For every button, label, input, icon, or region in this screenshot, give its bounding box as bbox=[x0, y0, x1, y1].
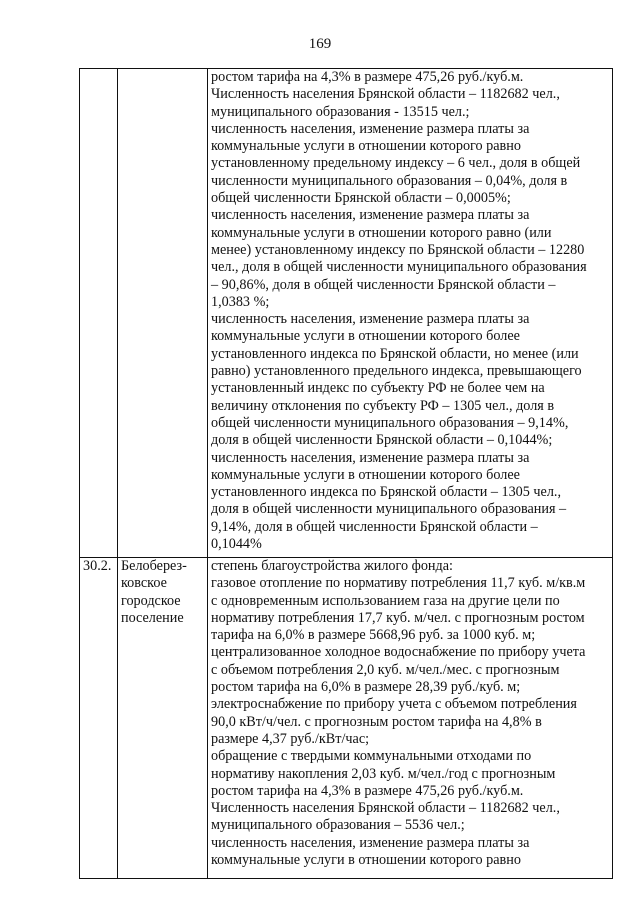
text-line: электроснабжение по прибору учета с объемом потребления bbox=[211, 696, 577, 713]
text-line: численность населения, изменение размера платы за bbox=[211, 120, 530, 137]
text-line: централизованное холодное водоснабжение по прибору учета bbox=[211, 644, 586, 661]
row-number: 30.2. bbox=[83, 558, 112, 574]
text-line: Белоберез- bbox=[121, 558, 187, 574]
text-line: коммунальные услуги в отношении которого равно (или bbox=[211, 224, 552, 241]
text-line: 0,1044% bbox=[211, 536, 262, 553]
text-line: газовое отопление по нормативу потребления 11,7 куб. м/кв.м bbox=[211, 575, 586, 592]
text-line: ростом тарифа на 4,3% в размере 475,26 руб./куб.м. bbox=[211, 782, 524, 799]
description-cell bbox=[208, 69, 613, 558]
text-line: установленного индекса по Брянской области, но менее (или bbox=[211, 345, 579, 362]
text-line: равно) установленного предельного индекса, превышающего bbox=[211, 363, 582, 380]
municipality-name-cell bbox=[118, 558, 208, 879]
text-line: доля в общей численности Брянской области – 0,1044%; bbox=[211, 432, 553, 449]
text-line: муниципального образования - 13515 чел.; bbox=[211, 103, 470, 120]
text-line: менее) установленному индексу по Брянской области – 12280 bbox=[211, 241, 585, 258]
text-line: ростом тарифа на 6,0% в размере 28,39 руб./куб. м; bbox=[211, 679, 521, 696]
row-number-cell bbox=[80, 69, 118, 558]
text-line: ковское bbox=[121, 575, 167, 592]
text-line: численность населения, изменение размера платы за bbox=[211, 449, 530, 466]
text-line: нормативу потребления 17,7 куб. м/чел. с прогнозным ростом bbox=[211, 609, 585, 626]
text-line: Численность населения Брянской области – 1182682 чел., bbox=[211, 86, 560, 103]
table-row bbox=[80, 558, 613, 879]
text-line: коммунальные услуги в отношении которого более bbox=[211, 328, 520, 345]
text-line: численности муниципального образования – 0,04%, доля в bbox=[211, 172, 568, 189]
document-table bbox=[79, 68, 613, 879]
text-line: величину отклонения по субъекту РФ – 1305 чел., доля в bbox=[211, 397, 555, 414]
text-line: с объемом потребления 2,0 куб. м/чел./мес. с прогнозным bbox=[211, 661, 560, 678]
text-line: 90,0 кВт/ч/чел. с прогнозным ростом тарифа на 4,8% в bbox=[211, 713, 542, 730]
text-line: численность населения, изменение размера платы за bbox=[211, 311, 530, 328]
text-line: общей численности муниципального образования – 9,14%, bbox=[211, 414, 569, 431]
text-line: установленный индекс по субъекту РФ не более чем на bbox=[211, 380, 545, 397]
text-line: городское bbox=[121, 592, 181, 609]
text-line: ростом тарифа на 4,3% в размере 475,26 руб./куб.м. bbox=[211, 69, 524, 85]
text-line: обращение с твердыми коммунальными отходами по bbox=[211, 748, 532, 765]
text-line: коммунальные услуги в отношении которого равно bbox=[211, 852, 521, 869]
text-line: установленного индекса по Брянской области – 1305 чел., bbox=[211, 484, 562, 501]
text-line: размере 4,37 руб./кВт/час; bbox=[211, 730, 370, 747]
text-line: общей численности Брянской области – 0,0005%; bbox=[211, 190, 511, 207]
text-line: Численность населения Брянской области – 1182682 чел., bbox=[211, 800, 560, 817]
text-line: коммунальные услуги в отношении которого более bbox=[211, 466, 520, 483]
text-line: нормативу накопления 2,03 куб. м/чел./год с прогнозным bbox=[211, 765, 556, 782]
text-line: 9,14%, доля в общей численности Брянской области – bbox=[211, 518, 538, 535]
row-number-cell bbox=[80, 558, 118, 879]
text-line: с одновременным использованием газа на другие цели по bbox=[211, 592, 560, 609]
text-line: поселение bbox=[121, 609, 184, 626]
text-line: установленному предельному индексу – 6 чел., доля в общей bbox=[211, 155, 581, 172]
description-cell bbox=[208, 558, 613, 879]
text-line: чел., доля в общей численности муниципального образования bbox=[211, 259, 587, 276]
text-line: – 90,86%, доля в общей численности Брянской области – bbox=[211, 276, 556, 293]
text-line: тарифа на 6,0% в размере 5668,96 руб. за 1000 куб. м; bbox=[211, 627, 536, 644]
text-line: муниципального образования – 5536 чел.; bbox=[211, 817, 465, 834]
municipality-name-cell bbox=[118, 69, 208, 558]
table-row bbox=[80, 69, 613, 558]
text-line: численность населения, изменение размера платы за bbox=[211, 207, 530, 224]
page-number: 169 bbox=[308, 36, 332, 52]
text-line: коммунальные услуги в отношении которого равно bbox=[211, 138, 521, 155]
text-line: 1,0383 %; bbox=[211, 293, 270, 310]
text-line: степень благоустройства жилого фонда: bbox=[211, 558, 453, 574]
text-line: численность населения, изменение размера платы за bbox=[211, 834, 530, 851]
text-line: доля в общей численности муниципального образования – bbox=[211, 501, 567, 518]
